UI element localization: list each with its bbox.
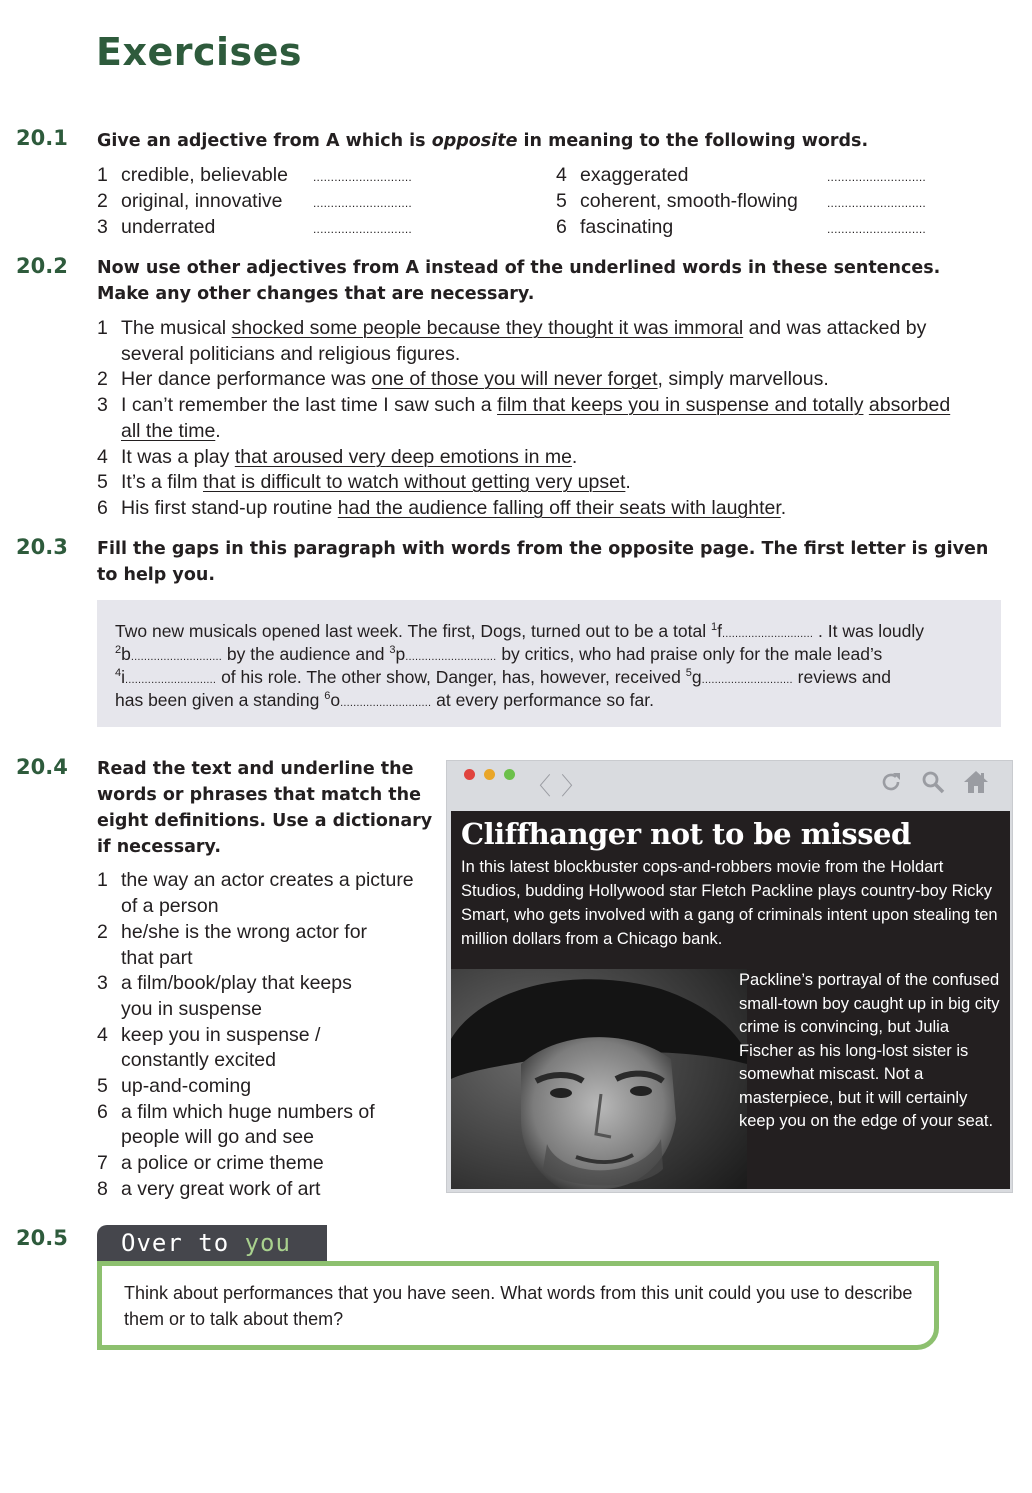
exercise-instruction: Fill the gaps in this paragraph with words from the opposite page. The first letter is given to help you. xyxy=(97,539,989,585)
paragraph-line: has been given a standing $^6$o............................ at every performance so far. xyxy=(115,690,654,710)
over-to-you-box xyxy=(97,1261,939,1350)
back-chevron-icon[interactable]: 〈 xyxy=(527,772,551,800)
definition-item-continued: people will go and see xyxy=(121,1126,314,1148)
over-to-you-tab: Over to you xyxy=(97,1225,327,1261)
answer-blank[interactable]: ............................ xyxy=(313,196,412,210)
actor-photo xyxy=(451,969,747,1189)
definition-item: 4 keep you in suspense / xyxy=(97,1024,321,1046)
answer-blank[interactable]: ............................ xyxy=(827,196,926,210)
article-intro: In this latest blockbuster cops-and-robbers movie from the Holdart Studios, budding Hollywood star Fletch Packline plays country-boy Ricky Smart, who gets involved with a gang of criminals intent upon stealing ten million dollars from a Chicago bank. xyxy=(461,858,998,948)
definition-item: 2 he/she is the wrong actor for xyxy=(97,921,368,943)
definition-item-continued: constantly excited xyxy=(121,1049,277,1071)
gap-fill-paragraph xyxy=(97,600,1001,727)
article-body: Packline’s portrayal of the confused small-town boy caught up in big city crime is convincing, but Julia Fischer as his long-lost sister is somewhat miscast. Not a masterpiece, but it will certainly keep you on the edge of your seat. xyxy=(739,971,1000,1130)
paragraph-line: $^2$b............................ by the audience and $^3$p............................ by critics, who had praise only for the male lead’s xyxy=(115,644,883,664)
answer-blank[interactable]: ............................ xyxy=(313,170,412,184)
definition-item-continued: you in suspense xyxy=(121,998,262,1020)
definition-item: 8 a very great work of art xyxy=(97,1178,321,1200)
list-item: 6 fascinating xyxy=(556,216,674,238)
exercise-number: 20.2 xyxy=(16,254,68,278)
definition-item-continued: of a person xyxy=(121,895,219,917)
close-dot-icon[interactable] xyxy=(464,769,475,780)
definition-item: 6 a film which huge numbers of xyxy=(97,1101,375,1123)
sentence: 2 Her dance performance was one of those you will never forget, simply marvellous. xyxy=(97,368,829,390)
search-icon[interactable] xyxy=(921,770,945,794)
answer-blank[interactable]: ............................ xyxy=(405,651,497,663)
list-item: 2 original, innovative xyxy=(97,190,283,212)
exercise-instruction: Give an adjective from A which is opposite in meaning to the following words. xyxy=(97,131,869,151)
answer-blank[interactable]: ............................ xyxy=(827,170,926,184)
list-item: 1 credible, believable xyxy=(97,164,288,186)
exercise-instruction: Now use other adjectives from A instead of the underlined words in these sentences. Make any other changes that are necessary. xyxy=(97,258,941,304)
definition-item: 7 a police or crime theme xyxy=(97,1152,324,1174)
sentence-continued: several politicians and religious figures. xyxy=(121,343,461,365)
over-to-you-text: Think about performances that you have seen. What words from this unit could you use to describe them or to talk about them? xyxy=(124,1283,913,1329)
browser-window xyxy=(446,760,1013,1193)
sentence: 5 It’s a film that is difficult to watch without getting very upset. xyxy=(97,471,631,493)
home-icon[interactable] xyxy=(963,770,989,794)
forward-chevron-icon[interactable]: 〉 xyxy=(561,772,585,800)
paragraph-line: $^4$i............................ of his role. The other show, Danger, has, however, received $^5$g............................ reviews and xyxy=(115,667,892,687)
answer-blank[interactable]: ............................ xyxy=(701,674,793,686)
review-article xyxy=(451,811,1010,1189)
definition-item: 5 up-and-coming xyxy=(97,1075,252,1097)
answer-blank[interactable]: ............................ xyxy=(827,222,926,236)
sentence: 1 The musical shocked some people because they thought it was immoral and was attacked by xyxy=(97,317,927,339)
sentence: 3 I can’t remember the last time I saw such a film that keeps you in suspense and totally absorbed xyxy=(97,394,951,416)
definition-item: 3 a film/book/play that keeps xyxy=(97,972,352,994)
list-item: 3 underrated xyxy=(97,216,216,238)
exercise-number: 20.5 xyxy=(16,1226,68,1250)
definition-item: 1 the way an actor creates a picture xyxy=(97,869,414,891)
article-title: Cliffhanger not to be missed xyxy=(461,817,911,851)
answer-blank[interactable]: ............................ xyxy=(721,628,814,640)
refresh-icon[interactable] xyxy=(879,770,903,794)
list-item: 5 coherent, smooth-flowing xyxy=(556,190,798,212)
sentence-continued: all the time. xyxy=(121,420,221,442)
answer-blank[interactable]: ............................ xyxy=(340,697,432,709)
minimize-dot-icon[interactable] xyxy=(484,769,495,780)
list-item: 4 exaggerated xyxy=(556,164,689,186)
definition-item-continued: that part xyxy=(121,947,193,969)
answer-blank[interactable]: ............................ xyxy=(125,674,217,686)
sentence: 6 His first stand-up routine had the audience falling off their seats with laughter. xyxy=(97,497,787,519)
page-title: Exercises xyxy=(96,30,303,74)
answer-blank[interactable]: ............................ xyxy=(130,651,223,663)
exercise-instruction: Read the text and underline the words or phrases that match the eight definitions. Use a dictionary if necessary. xyxy=(97,759,433,857)
exercise-number: 20.3 xyxy=(16,535,68,559)
sentence: 4 It was a play that aroused very deep emotions in me. xyxy=(97,446,578,468)
answer-blank[interactable]: ............................ xyxy=(313,222,412,236)
paragraph-line: Two new musicals opened last week. The first, Dogs, turned out to be a total $^1$f............................ . It was loudly xyxy=(115,621,925,641)
exercise-number: 20.1 xyxy=(16,126,68,150)
exercise-number: 20.4 xyxy=(16,755,68,779)
maximize-dot-icon[interactable] xyxy=(504,769,515,780)
